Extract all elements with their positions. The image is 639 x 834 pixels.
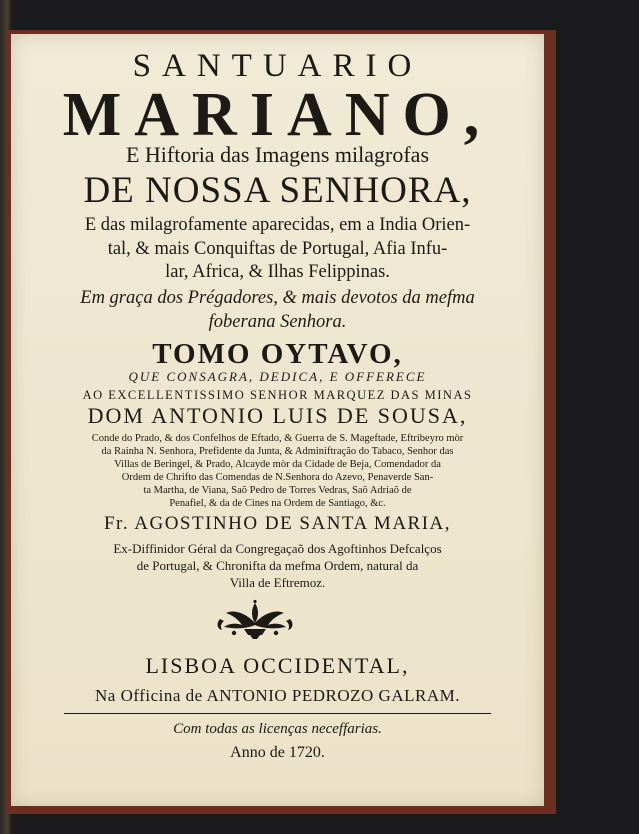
description-line-3: lar, Africa, & Ilhas Felippinas. <box>165 262 390 282</box>
title-line-santuario: SANTUARIO <box>132 48 423 84</box>
dedicatee-title-line: AO EXCELLENTISSIMO SENHOR MARQUEZ DAS MINAS <box>82 388 473 402</box>
dedicatee-titles-line-2: da Rainha N. Senhora, Prefidente da Junta, & Adminiftração do Tabaco, Senhor das <box>101 446 454 457</box>
author-credentials-line-2: de Portugal, & Chronifta da mefma Ordem, natural da <box>136 558 419 573</box>
publication-year: Anno de 1720. <box>230 744 325 761</box>
volume-heading: TOMO OYTAVO, <box>152 338 403 370</box>
dedicatee-titles-line-3: Villas de Beringel, & Prado, Alcayde mòr da Cidade de Beja, Comendador da <box>114 459 441 470</box>
description-line-2: tal, & mais Conquiftas de Portugal, Afia Infu- <box>107 239 448 259</box>
dedication-italic-line-1: Em graça dos Prégadores, & mais devotos da mefma <box>80 288 475 308</box>
title-line-nossa-senhora: DE NOSSA SENHORA, <box>83 170 472 211</box>
subtitle-historia: E Hiftoria das Imagens milagrofas <box>125 142 429 167</box>
dedication-italic-line-2: foberana Senhora. <box>208 312 347 332</box>
description-line-1: E das milagrofamente aparecidas, em a India Orien- <box>84 215 471 235</box>
imprint-rule <box>64 713 491 714</box>
dedicatee-titles-line-5: ta Martha, de Viana, Saõ Pedro de Torres Vedras, Saõ Adriaõ de <box>143 485 412 496</box>
consecration-line: QUE CONSAGRA, DEDICA, E OFFERECE <box>128 369 427 384</box>
dedicatee-titles-line-1: Conde do Prado, & dos Confelhos de Eftado, & Guerra de S. Mageftade, Eftribeyro mòr <box>91 433 464 444</box>
author-credentials-line-1: Ex-Diffinidor Géral da Congregaçaõ dos Agoftinhos Defcalços <box>113 541 442 556</box>
imprint-printer: Na Officina de ANTONIO PEDROZO GALRAM. <box>95 686 460 705</box>
title-line-mariano: MARIANO, <box>62 81 493 149</box>
floral-ornament-icon <box>214 599 296 641</box>
author-name: Fr. AGOSTINHO DE SANTA MARIA, <box>103 513 452 534</box>
title-page <box>11 34 544 806</box>
imprint-city: LISBOA OCCIDENTAL, <box>145 653 410 678</box>
licences-line: Com todas as licenças neceffarias. <box>173 721 382 737</box>
dedicatee-titles-line-6: Penafiel, & da de Cines na Ordem de Santiago, &c. <box>169 498 386 509</box>
author-credentials-line-3: Villa de Eftremoz. <box>229 575 326 590</box>
dedicatee-name: DOM ANTONIO LUIS DE SOUSA, <box>87 403 468 428</box>
dedicatee-titles-line-4: Ordem de Chrifto das Comendas de N.Senhora do Azevo, Penaverde San- <box>121 472 434 483</box>
